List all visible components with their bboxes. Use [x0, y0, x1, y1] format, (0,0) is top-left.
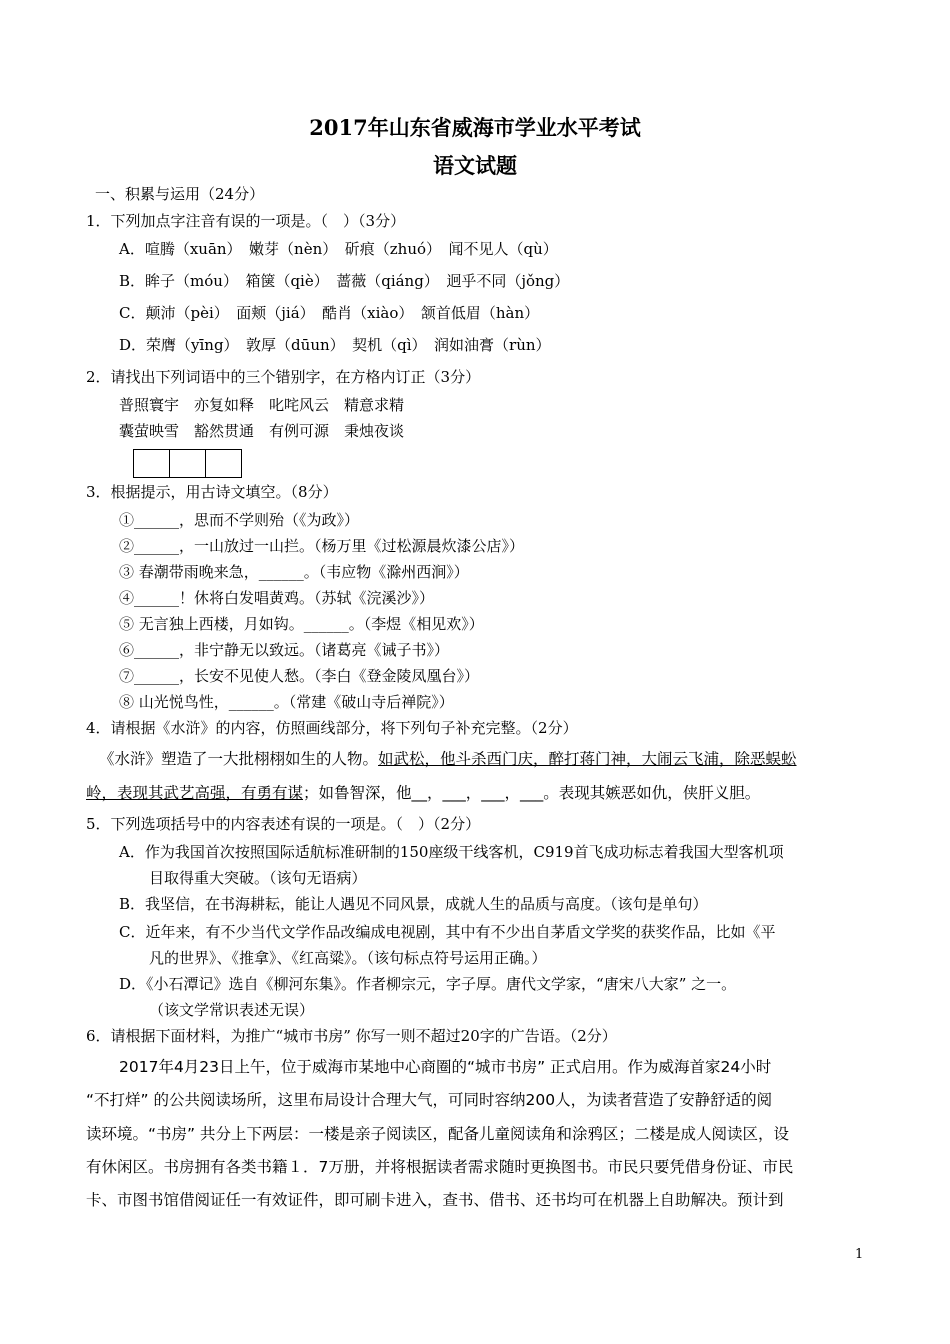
- question-1-option-c: C．颠沛（pèi） 面颊（jiá） 酷肖（xiào） 颔首低眉（hàn）: [119, 304, 540, 322]
- question-2-words-row-2: 囊萤映雪 豁然贯通 有例可源 秉烛夜谈: [119, 422, 405, 440]
- question-3-item: ①______，思而不学则殆（《为政》）: [119, 511, 360, 529]
- correction-box[interactable]: [133, 449, 170, 478]
- question-3-stem: 3．根据提示，用古诗文填空。（8分）: [86, 483, 338, 501]
- question-1-option-b: B．眸子（móu） 箱箧（qiè） 蔷薇（qiáng） 迥乎不同（jǒng）: [119, 272, 570, 290]
- question-5-option-a: A．作为我国首次按照国际适航标准研制的150座级干线客机，C919首飞成功标志着我国大型客机项: [119, 843, 784, 861]
- question-6-material-line: 2017年4月23日上午，位于威海市某地中心商圈的“城市书房” 正式启用。作为威海首家24小时: [119, 1058, 772, 1076]
- question-1-option-d: D．荣膺（yīng） 敦厚（dūun） 契机（qì） 润如油膏（rùn）: [119, 336, 551, 354]
- question-6-material-line: 卡、市图书馆借阅证任一有效证件，即可刷卡进入，查书、借书、还书均可在机器上自助解决。预计到: [86, 1191, 784, 1209]
- question-3-item: ⑥______，非宁静无以致远。（诸葛亮《诫子书》）: [119, 641, 450, 659]
- question-6-material-line: 读环境。“书房” 共分上下两层：一楼是亲子阅读区，配备儿童阅读角和涂鸦区；二楼是成人阅读区，设: [86, 1125, 789, 1143]
- question-3-item: ③ 春潮带雨晚来急，______。（韦应物《滁州西涧》）: [119, 563, 469, 581]
- question-3-item: ⑦______，长安不见使人愁。（李白《登金陵凤凰台》）: [119, 667, 480, 685]
- question-5-option-d-cont: （该文学常识表述无误）: [149, 1001, 315, 1019]
- page-subtitle: 语文试题: [433, 153, 517, 178]
- question-3-item: ⑤ 无言独上西楼，月如钩。______。（李煜《相见欢》）: [119, 615, 484, 633]
- section-heading: 一、积累与运用（24分）: [95, 185, 265, 203]
- question-4-blank-sentence: ；如鲁智深，他__，___，___，___。表现其嫉恶如仇，侠肝义胆。: [303, 784, 761, 802]
- question-5-option-d: D．《小石潭记》选自《柳河东集》。作者柳宗元，字子厚。唐代文学家，“唐宋八大家” 之一。: [119, 975, 737, 993]
- page-title: 2017年山东省威海市学业水平考试: [309, 115, 641, 140]
- correction-box[interactable]: [169, 449, 206, 478]
- question-4-line-2: [86, 783, 760, 803]
- question-6-stem: 6．请根据下面材料，为推广“城市书房” 你写一则不超过20字的广告语。（2分）: [86, 1027, 617, 1045]
- question-1-stem: 1．下列加点字注音有误的一项是。（ ）（3分）: [86, 212, 406, 230]
- question-1-option-a: A．喧腾（xuān） 嫩芽（nèn） 斫痕（zhuó） 闻不见人（qù）: [119, 240, 558, 258]
- page-number: 1: [855, 1247, 864, 1262]
- question-3-item: ④______！休将白发唱黄鸡。（苏轼《浣溪沙》）: [119, 589, 435, 607]
- question-4-intro: 《水浒》塑造了一大批栩栩如生的人物。: [99, 750, 379, 768]
- question-4-underlined-example: 如武松，他斗杀西门庆，醉打蒋门神，大闹云飞浦，除恶蜈蚣: [378, 750, 797, 768]
- question-5-stem: 5．下列选项括号中的内容表述有误的一项是。（ ）（2分）: [86, 815, 481, 833]
- question-3-item: ⑧ 山光悦鸟性，______。（常建《破山寺后禅院》）: [119, 693, 454, 711]
- question-5-option-a-cont: 目取得重大突破。（该句无语病）: [149, 869, 367, 887]
- question-5-option-b: B．我坚信，在书海耕耘，能让人遇见不同风景，成就人生的品质与高度。（该句是单句）: [119, 895, 708, 913]
- correction-box[interactable]: [205, 449, 242, 478]
- question-4-underlined-example-end: 岭，表现其武艺高强，有勇有谋: [86, 784, 304, 802]
- question-6-material-line: “不打烊” 的公共阅读场所，这里布局设计合理大气，可同时容纳200人，为读者营造了安静舒适的阅: [86, 1091, 773, 1109]
- question-2-words-row-1: 普照寰宇 亦复如释 叱咤风云 精意求精: [119, 396, 405, 414]
- question-5-option-c: C．近年来，有不少当代文学作品改编成电视剧，其中有不少出自茅盾文学奖的获奖作品，比如《平: [119, 923, 776, 941]
- correction-grid: [134, 449, 242, 478]
- question-3-item: ②______，一山放过一山拦。（杨万里《过松源晨炊漆公店》）: [119, 537, 525, 555]
- question-5-option-c-cont: 凡的世界》、《推拿》、《红高粱》。（该句标点符号运用正确。）: [149, 949, 547, 967]
- question-4-stem: 4．请根据《水浒》的内容，仿照画线部分，将下列句子补充完整。（2分）: [86, 719, 578, 737]
- question-4-line-1: [99, 749, 797, 769]
- question-6-material-line: 有休闲区。书房拥有各类书籍１．7万册，并将根据读者需求随时更换图书。市民只要凭借身份证、市民: [86, 1158, 794, 1176]
- question-2-stem: 2．请找出下列词语中的三个错别字，在方格内订正（3分）: [86, 368, 481, 386]
